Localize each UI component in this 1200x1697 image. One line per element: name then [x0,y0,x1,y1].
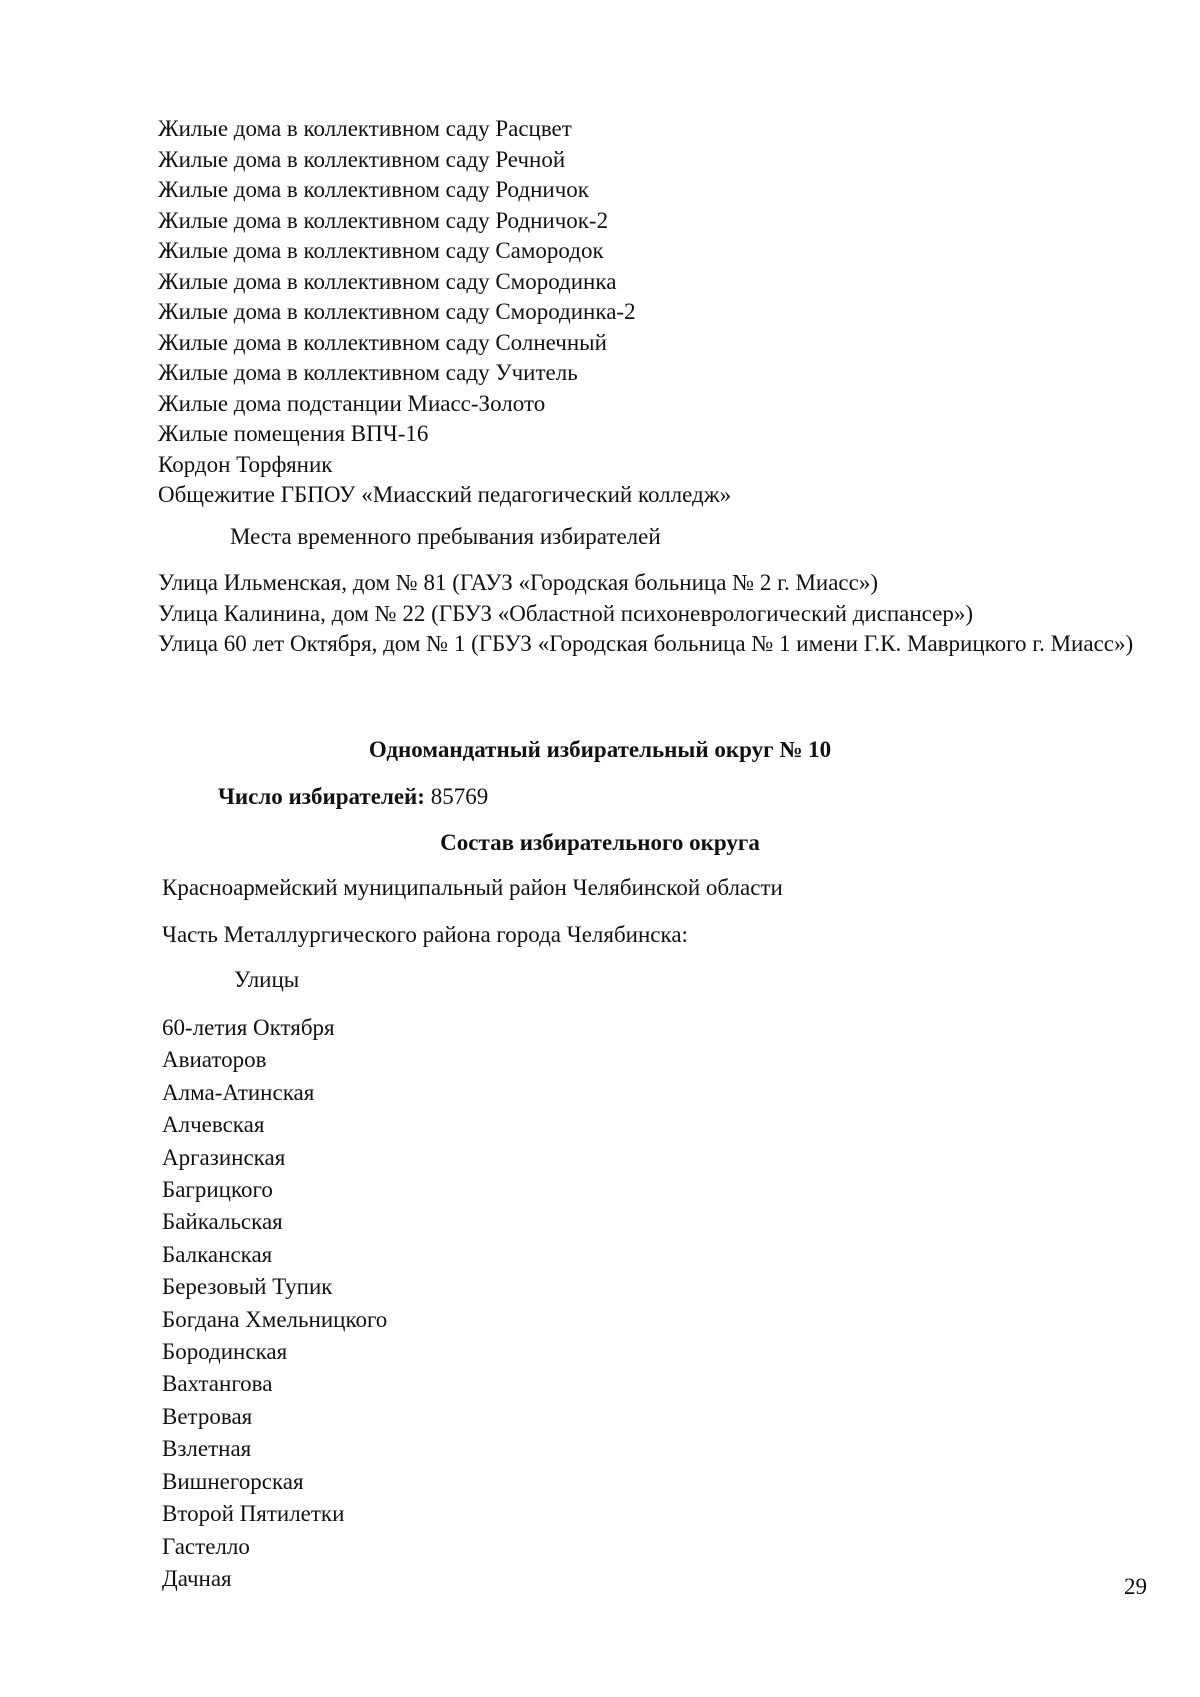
housing-item: Жилые дома в коллективном саду Речной [158,146,566,172]
street-item: Аргазинская [162,1144,286,1170]
voters-count [218,782,488,812]
housing-list [158,114,731,511]
street-item: Вишнегорская [162,1468,304,1494]
temporary-stay-list [158,568,1138,660]
district-title: Одномандатный избирательный округ № 10 [368,737,832,762]
street-item: 60-летия Октября [162,1015,335,1040]
housing-item: Общежитие ГБПОУ «Миасский педагогический колледж» [158,482,732,507]
street-item: Авиаторов [162,1047,267,1073]
street-item: Бородинская [162,1339,288,1365]
street-item: Взлетная [162,1436,252,1462]
street-item: Алма-Атинская [162,1079,315,1105]
temporary-stay-item: Улица Калинина, дом № 22 (ГБУЗ «Областной психоневрологический диспансер») [158,600,974,626]
housing-item: Жилые помещения ВПЧ-16 [158,421,429,446]
temporary-stay-heading: Места временного пребывания избирателей [230,524,661,549]
housing-item: Жилые дома подстанции Миасс-Золото [158,390,546,416]
street-item: Ветровая [162,1403,253,1429]
housing-item: Жилые дома в коллективном саду Учитель [158,360,578,385]
temporary-stay-item: Улица Ильменская, дом № 81 (ГАУЗ «Городская больница № 2 г. Миасс») [158,570,878,595]
street-item: Богдана Хмельницкого [162,1306,388,1332]
composition-title: Состав избирательного округа [440,830,760,855]
street-item: Балканская [162,1241,273,1267]
housing-item: Кордон Торфяник [158,451,333,477]
housing-item: Жилые дома в коллективном саду Солнечный [158,329,607,355]
voters-label: Число избирателей: [218,784,425,809]
housing-item: Жилые дома в коллективном саду Смородинка-2 [158,299,636,324]
temporary-stay-item: Улица 60 лет Октября, дом № 1 (ГБУЗ «Городская больница № 1 имени Г.К. Маврицкого г. Миасс») [158,631,1134,656]
page-number: 29 [1124,1574,1147,1599]
housing-item: Жилые дома в коллективном саду Самородок [158,238,604,263]
street-item: Второй Пятилетки [162,1501,345,1527]
street-item: Алчевская [162,1112,265,1138]
street-item: Дачная [162,1565,232,1591]
street-item: Багрицкого [162,1177,273,1203]
street-item: Байкальская [162,1209,283,1235]
housing-item: Жилые дома в коллективном саду Родничок [158,177,589,202]
housing-item: Жилые дома в коллективном саду Родничок-2 [158,207,609,233]
street-item: Березовый Тупик [162,1274,333,1300]
part-line: Часть Металлургического района города Челябинска: [162,922,688,947]
streets-list [162,1012,387,1595]
street-item: Гастелло [162,1533,250,1559]
region-line: Красноармейский муниципальный район Челябинской области [162,875,783,900]
housing-item: Жилые дома в коллективном саду Расцвет [158,116,572,141]
housing-item: Жилые дома в коллективном саду Смородинка [158,268,617,294]
street-item: Вахтангова [162,1371,273,1397]
voters-value: 85769 [430,784,489,809]
streets-heading: Улицы [234,967,300,992]
